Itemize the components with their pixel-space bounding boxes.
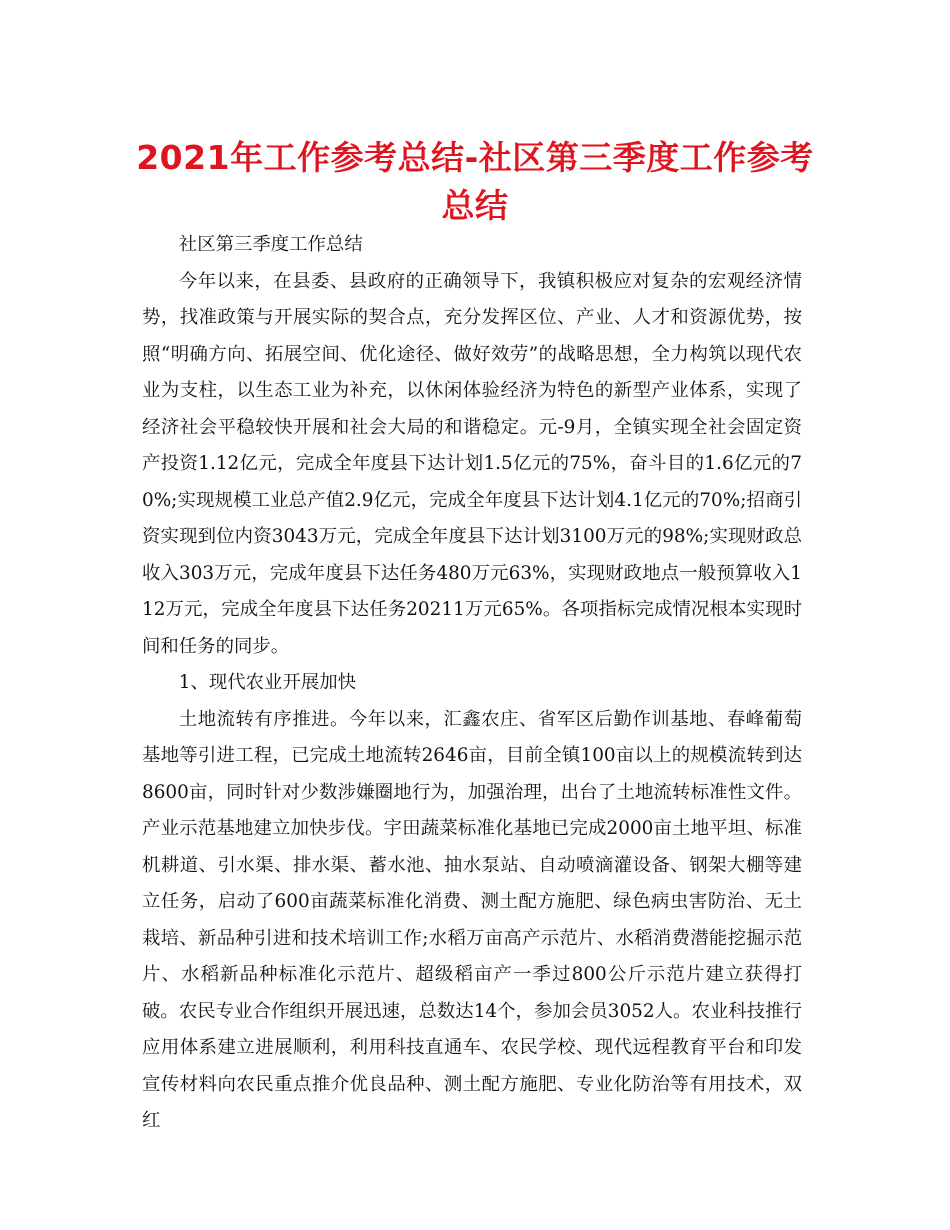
document-title: 2021年工作参考总结-社区第三季度工作参考总结 — [136, 138, 814, 225]
section-body-paragraph: 土地流转有序推进。今年以来，汇鑫农庄、省军区后勤作训基地、春峰葡萄基地等引进工程，已完成土地流转2646亩，目前全镇100亩以上的规模流转到达8600亩，同时针对少数涉嫌圈地行为，加强治理，出台了土地流转标准性文件。产业示范基地建立加快步伐。宇田蔬菜标准化基地已完成2000亩土地平坦、标准机耕道、引水渠、排水渠、蓄水池、抽水泵站、自动喷滴灌设备、钢架大棚等建立任务，启动了600亩蔬菜标准化消费、测土配方施肥、绿色病虫害防治、无土栽培、新品种引进和技术培训工作;水稻万亩高产示范片、水稻消费潜能挖掘示范片、水稻新品种标准化示范片、超级稻亩产一季过800公斤示范片建立获得打破。农民专业合作组织开展迅速，总数达14个，参加会员3052人。农业科技推行应用体系建立进展顺利，利用科技直通车、农民学校、现代远程教育平台和印发宣传材料向农民重点推介优良品种、测土配方施肥、专业化防治等有用技术，双红 — [142, 708, 802, 1131]
subtitle-paragraph: 社区第三季度工作总结 — [178, 234, 363, 255]
document-body — [142, 227, 802, 1140]
intro-paragraph: 今年以来，在县委、县政府的正确领导下，我镇积极应对复杂的宏观经济情势，找准政策与开展实际的契合点，充分发挥区位、产业、人才和资源优势，按照“明确方向、拓展空间、优化途径、做好效劳”的战略思想，全力构筑以现代农业为支柱，以生态工业为补充，以休闲体验经济为特色的新型产业体系，实现了经济社会平稳较快开展和社会大局的和谐稳定。元-9月，全镇实现全社会固定资产投资1.12亿元，完成全年度县下达计划1.5亿元的75%，奋斗目的1.6亿元的70%;实现规模工业总产值2.9亿元，完成全年度县下达计划4.1亿元的70%;招商引资实现到位内资3043万元，完成全年度县下达计划3100万元的98%;实现财政总收入303万元，完成年度县下达任务480万元63%，实现财政地点一般预算收入112万元，完成全年度县下达任务20211万元65%。各项指标完成情况根本实现时间和任务的同步。 — [142, 270, 802, 657]
section-heading: 1、现代农业开展加快 — [178, 672, 357, 693]
